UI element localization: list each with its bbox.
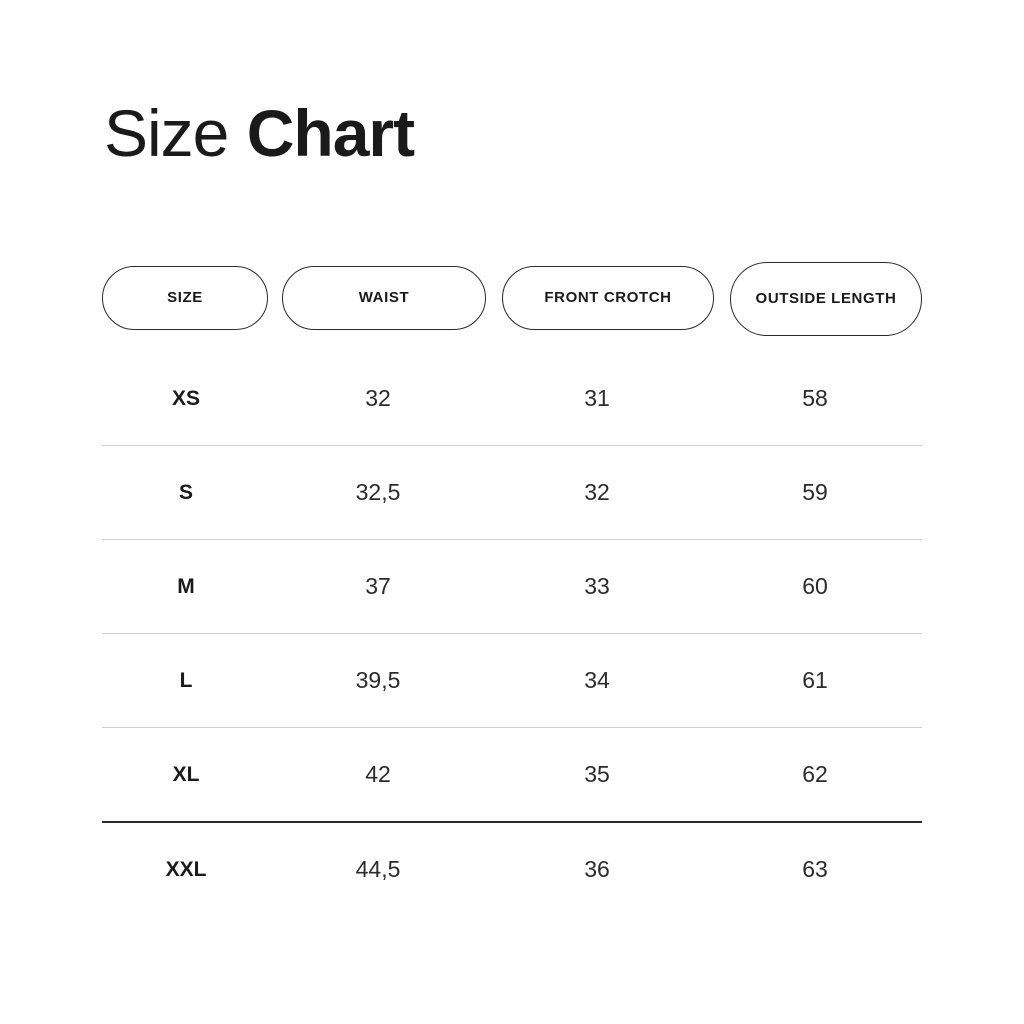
cell-front-crotch: 31 [584,385,610,411]
cell-front-crotch: 34 [584,667,610,693]
size-table [102,352,922,916]
column-header-front-crotch [502,266,714,330]
table-row [102,728,922,823]
cell-front-crotch: 33 [584,573,610,599]
table-row [102,352,922,446]
column-header-waist [282,266,486,330]
cell-outside-length: 61 [802,667,828,693]
table-row [102,634,922,728]
table-row [102,540,922,634]
cell-waist: 37 [365,573,391,599]
cell-size: M [177,574,195,598]
cell-size: XL [172,762,200,786]
cell-outside-length: 62 [802,761,828,787]
cell-size: L [179,668,193,692]
cell-front-crotch: 32 [584,479,610,505]
column-header-front-crotch-label: FRONT CROTCH [544,289,672,307]
cell-outside-length: 60 [802,573,828,599]
cell-outside-length: 59 [802,479,828,505]
cell-waist: 44,5 [355,856,401,882]
cell-size: S [178,480,193,504]
cell-waist: 32 [365,385,391,411]
table-row [102,446,922,540]
cell-waist: 32,5 [355,479,401,505]
cell-outside-length: 63 [802,856,828,882]
column-header-waist-label: WAIST [358,289,410,307]
table-header-row [100,262,924,338]
column-header-size [102,266,268,330]
cell-waist: 39,5 [355,667,401,693]
page-title-bold: Chart [246,96,415,170]
table-row [102,823,922,916]
column-header-outside-length [730,262,922,336]
page-title [104,96,415,170]
column-header-size-label: SIZE [167,289,203,307]
cell-size: XXL [165,857,207,881]
column-header-outside-length-label: OUTSIDE LENGTH [755,290,897,308]
cell-waist: 42 [365,761,391,787]
cell-size: XS [171,386,200,410]
cell-front-crotch: 36 [584,856,610,882]
cell-front-crotch: 35 [584,761,610,787]
cell-outside-length: 58 [802,385,828,411]
page-title-light: Size [104,96,229,170]
